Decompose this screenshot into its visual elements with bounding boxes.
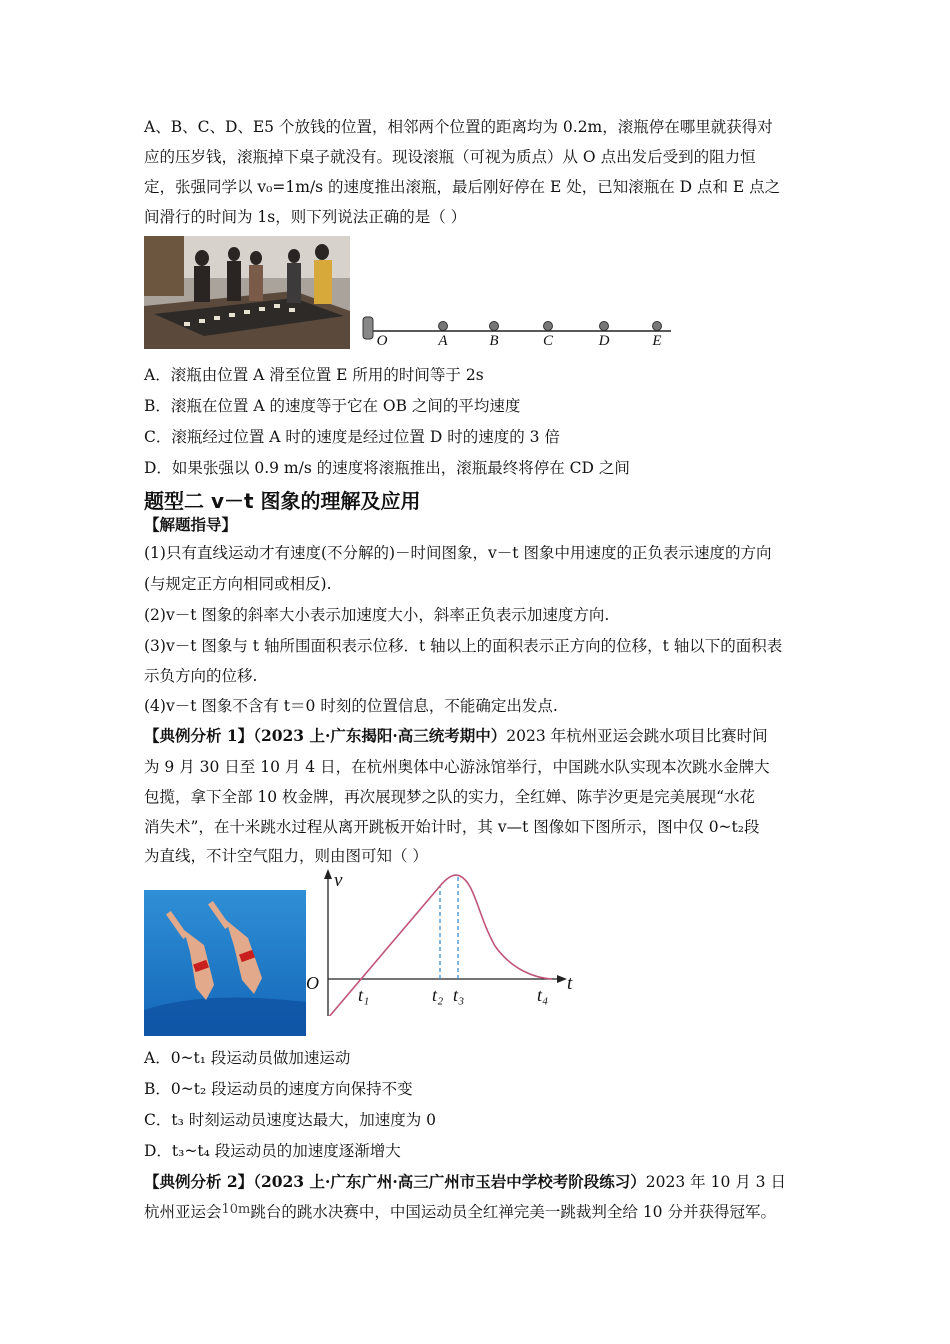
example1-text: 2023 年杭州亚运会跳水项目比赛时间 [506, 727, 768, 745]
example1-first-line [144, 726, 768, 746]
point-label-e: E [652, 333, 662, 349]
v-axis-label: v [334, 870, 343, 891]
example2-text: 杭州亚运会 [144, 1203, 222, 1221]
q2-option-d: D．t₃~t₄ 段运动员的加速度逐渐增大 [144, 1142, 401, 1160]
t-axis-label: t [567, 973, 573, 994]
guide-line: (3)v－t 图象与 t 轴所围面积表示位移．t 轴以上的面积表示正方向的位移，t 轴以下的面积表 [144, 637, 783, 655]
point-label-b: B [489, 333, 499, 349]
q2-option-c: C．t₃ 时刻运动员速度达最大，加速度为 0 [144, 1111, 437, 1129]
example2-text: 跳台的跳水决赛中，中国运动员全红禅完美一跳裁判全给 10 分并获得冠军。 [250, 1203, 776, 1221]
v-axis-arrow [324, 869, 332, 879]
example1-tag: 【典例分析 1】 [144, 726, 254, 745]
intro-line: 应的压岁钱，滚瓶掉下桌子就没有。现设滚瓶（可视为质点）从 O 点出发后受到的阻力恒 [144, 148, 756, 166]
section-title: 题型二 v－t 图象的理解及应用 [144, 489, 421, 513]
q2-option-b: B．0~t₂ 段运动员的速度方向保持不变 [144, 1080, 413, 1098]
example2-source: （2023 上·广东广州·高三广州市玉岩中学校考阶段练习） [253, 1172, 646, 1191]
t-axis-arrow [557, 975, 567, 983]
example2-first-line [144, 1172, 786, 1192]
bottle-position-diagram [355, 305, 675, 355]
q1-option-a: A．滚瓶由位置 A 滑至位置 E 所用的时间等于 2s [144, 366, 484, 384]
guide-line: (1)只有直线运动才有速度(不分解的)－时间图象，v－t 图象中用速度的正负表示速度的方向 [144, 544, 772, 562]
position-marker [439, 322, 448, 331]
intro-line: A、B、C、D、E5 个放钱的位置，相邻两个位置的距离均为 0.2m，滚瓶停在哪里就获得对 [144, 118, 773, 136]
position-marker [653, 322, 662, 331]
q2-option-a: A．0~t₁ 段运动员做加速运动 [144, 1049, 351, 1067]
example2-tag: 【典例分析 2】 [144, 1172, 254, 1191]
tick-label-t2: t₂ [432, 985, 444, 1005]
origin-label: O [306, 973, 319, 993]
example1-line: 包揽，拿下全部 10 枚金牌，再次展现梦之队的实力，全红婵、陈芋汐更是完美展现“水花 [144, 788, 756, 806]
guide-line: (与规定正方向相同或相反). [144, 575, 332, 593]
example2-unit: 10m [221, 1202, 251, 1217]
position-marker [600, 322, 609, 331]
bottle-icon [363, 317, 373, 339]
example1-line: 为 9 月 30 日至 10 月 4 日，在杭州奥体中心游泳馆举行，中国跳水队实现本次跳水金牌大 [144, 758, 770, 776]
q1-option-b: B．滚瓶在位置 A 的速度等于它在 OB 之间的平均速度 [144, 397, 521, 415]
example1-source: （2023 上·广东揭阳·高三统考期中） [253, 726, 507, 745]
tick-label-t3: t₃ [453, 985, 465, 1005]
point-label-c: C [542, 333, 554, 349]
intro-line: 定，张强同学以 v₀=1m/s 的速度推出滚瓶，最后刚好停在 E 处，已知滚瓶在 D 点和 E 点之 [144, 178, 781, 196]
q1-option-c: C．滚瓶经过位置 A 时的速度是经过位置 D 时的速度的 3 倍 [144, 428, 560, 446]
example1-line: 为直线，不计空气阻力，则由图可知（ ） [144, 847, 428, 865]
position-marker [544, 322, 553, 331]
point-label-o: O [376, 333, 388, 349]
position-marker [490, 322, 499, 331]
point-label-d: D [598, 333, 610, 349]
tick-label-t4: t₄ [537, 985, 549, 1005]
tick-label-t1: t₁ [358, 985, 370, 1005]
guide-line: 示负方向的位移. [144, 667, 258, 685]
table-game-photo [144, 236, 350, 349]
point-label-a: A [438, 333, 448, 349]
q1-option-d: D．如果张强以 0.9 m/s 的速度将滚瓶推出，滚瓶最终将停在 CD 之间 [144, 459, 630, 477]
vt-graph [300, 866, 590, 1020]
intro-line: 间滑行的时间为 1s，则下列说法正确的是（ ） [144, 208, 467, 226]
guide-line: (4)v－t 图象不含有 t＝0 时刻的位置信息，不能确定出发点. [144, 697, 558, 715]
guide-line: (2)v－t 图象的斜率大小表示加速度大小，斜率正负表示加速度方向. [144, 606, 610, 624]
divers-photo [144, 890, 306, 1036]
example2-second-line [144, 1202, 776, 1224]
guide-title: 【解题指导】 [144, 515, 238, 534]
example1-line: 消失术”，在十米跳水过程从离开跳板开始计时，其 v—t 图像如下图所示，图中仅 0~t₂段 [144, 818, 760, 836]
example2-text: 2023 年 10 月 3 日 [645, 1173, 786, 1191]
